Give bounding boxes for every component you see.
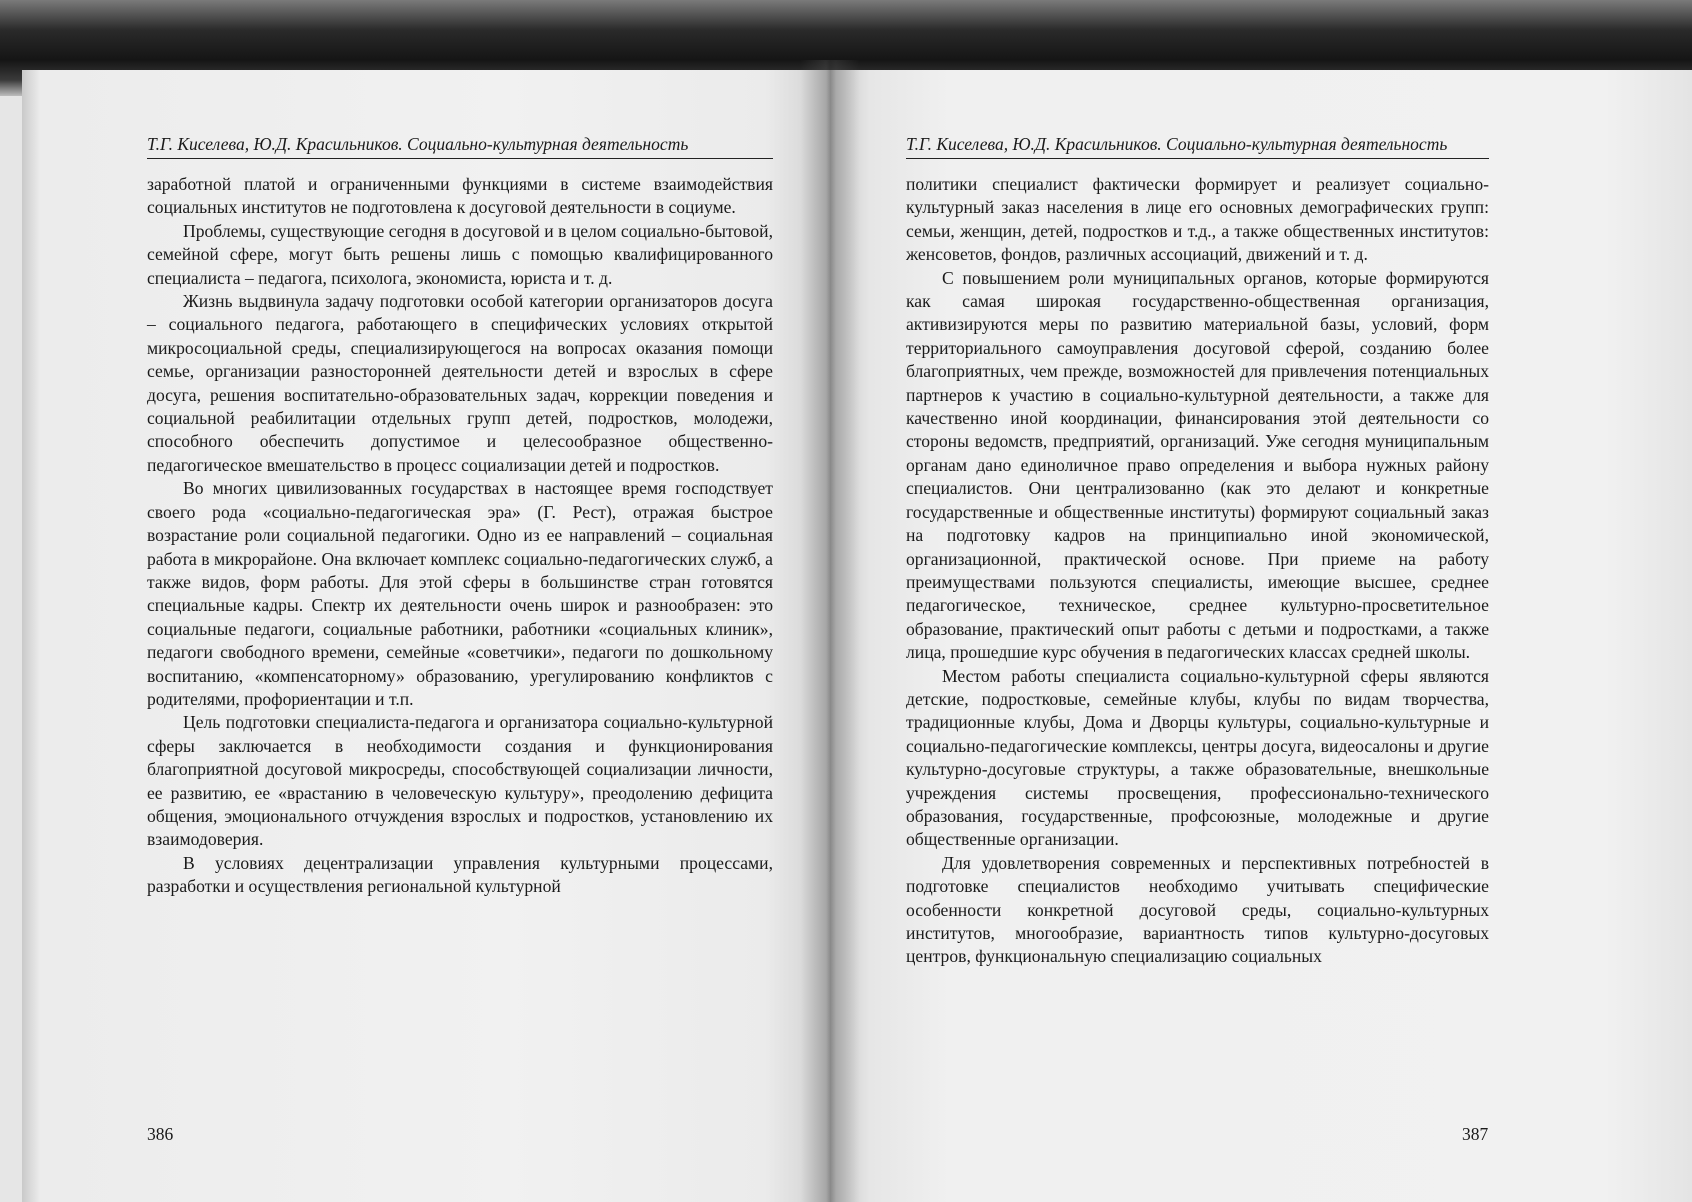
right-page-body: [906, 173, 1489, 969]
paragraph: В условиях децентрализации управления культурными процессами, разработки и осуществления региональной культурной: [147, 852, 773, 897]
right-page: [830, 70, 1692, 1202]
paragraph: С повышением роли муниципальных органов, которые формируются как самая широкая государственно-общественная организация, активизируются меры по развитию материальной базы, условий, форм территориального самоуправления досуговой сферой, созданию более благоприятных, чем прежде, возможностей для привлечения потенциальных партнеров к участию в социально-культурной деятельности, а также для качественно иной координации, финансирования этой деятельности со стороны ведомств, предприятий, организаций. Уже сегодня муниципальным органам дано единоличное право определения и выбора нужных району специалистов. Они централизованно (как это делают и конкретные государственные и общественные институты) формируют социальный заказ на подготовку кадров на принципиально иной экономической, организационной, практической основе. При приеме на работу преимуществами пользуются специалисты, имеющие высшее, среднее педагогическое, техническое, среднее культурно-просветительное образование, практический опыт работы с детьми и подростками, а также лица, прошедшие курс обучения в педагогических классах средней школы.: [906, 267, 1489, 663]
left-page-body: [147, 173, 773, 899]
paragraph: Жизнь выдвинула задачу подготовки особой категории организаторов досуга – социального педагога, работающего в специфических условиях открытой микросоциальной среды, специализирующегося на вопросах оказания помощи семье, организации разносторонней деятельности детей и взрослых в сфере досуга, решения воспитательно-образовательных задач, коррекции поведения и социальной реабилитации отдельных групп детей, подростков, молодежи, способного обеспечить допустимое и целесообразное общественно-педагогическое вмешательство в процесс социализации детей и подростков.: [147, 291, 773, 475]
running-head-right: Т.Г. Киселева, Ю.Д. Красильников. Социально-культурная деятельность: [906, 134, 1489, 159]
page-number-right: 387: [1462, 1124, 1489, 1144]
paragraph: политики специалист фактически формирует и реализует социально-культурный заказ населения в лице его основных демографических групп: семьи, женщин, детей, подростков и т.д., а также общественных институтов: женсоветов, фондов, различных ассоциаций, движений и т. д.: [906, 174, 1489, 265]
paragraph: Для удовлетворения современных и перспективных потребностей в подготовке специалистов необходимо учитывать специфические особенности конкретной досуговой среды, социально-культурных институтов, многообразие, вариантность типов культурно-досуговых центров, функциональную специализацию социальных: [906, 852, 1489, 967]
page-number-left: 386: [147, 1124, 174, 1144]
paragraph: Проблемы, существующие сегодня в досуговой и в целом социально-бытовой, семейной сфере, могут быть решены лишь с помощью квалифицированного специалиста – педагога, психолога, экономиста, юриста и т. д.: [147, 220, 773, 288]
paragraph: заработной платой и ограниченными функциями в системе взаимодействия социальных институтов не подготовлена к досуговой деятельности в социуме.: [147, 174, 773, 218]
paragraph: Цель подготовки специалиста-педагога и организатора социально-культурной сферы заключается в необходимости создания и функционирования благоприятной досуговой микросреды, способствующей социализации личности, ее развитию, ее «врастанию в человеческую культуру», преодолению дефицита общения, эмоционального отчуждения взрослых и подростков, установлению их взаимодоверия.: [147, 712, 773, 850]
paragraph: Местом работы специалиста социально-культурной сферы являются детские, подростковые, семейные клубы, клубы по видам творчества, традиционные клубы, Дома и Дворцы культуры, социально-культурные и социально-педагогические комплексы, центры досуга, видеосалоны и другие культурно-досуговые структуры, а также образовательные, внешкольные учреждения системы просвещения, профессионально-технического образования, государственные, профсоюзные, молодежные и другие общественные организации.: [906, 665, 1489, 850]
running-head-left: Т.Г. Киселева, Ю.Д. Красильников. Социально-культурная деятельность: [147, 134, 773, 159]
left-page: [22, 70, 830, 1202]
paragraph: Во многих цивилизованных государствах в настоящее время господствует своего рода «социально-педагогическая эра» (Г. Рест), отражая быстрое возрастание роли социальной педагогики. Одно из ее направлений – социальная работа в микрорайоне. Она включает комплекс социально-педагогических служб, а также видов, форм работы. Для этой сферы в большинстве стран готовятся специальные кадры. Спектр их деятельности очень широк и разнообразен: это социальные педагоги, социальные работники, работники «социальных клиник», педагоги свободного времени, семейные «советчики», педагоги по дошкольному воспитанию, «компенсаторному» образованию, урегулированию конфликтов с родителями, профориентации и т.п.: [147, 478, 773, 709]
